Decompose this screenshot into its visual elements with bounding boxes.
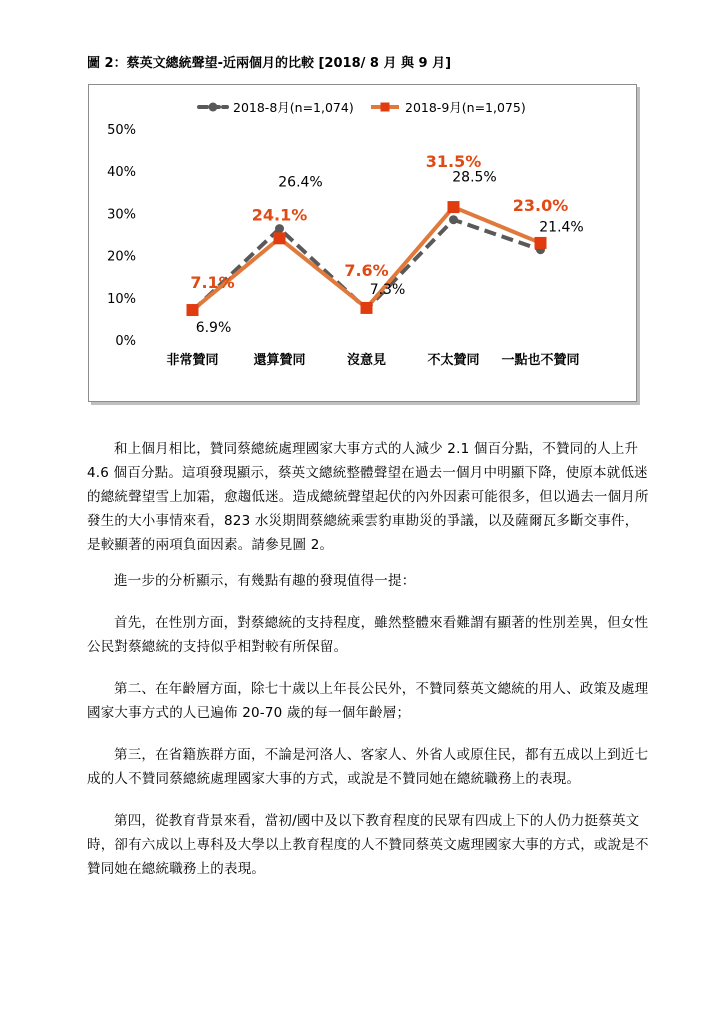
data-label-aug: 28.5% [452, 169, 497, 186]
y-tick-label: 0% [115, 334, 136, 349]
data-label-sep: 7.6% [344, 260, 389, 280]
point-aug [275, 224, 284, 233]
figure-caption: 圖 2：蔡英文總統聲望-近兩個月的比較 [2018/ 8 月 與 9 月] [87, 56, 452, 71]
data-label-sep: 31.5% [425, 152, 482, 172]
point-aug [449, 215, 458, 224]
data-label-sep: 24.1% [251, 205, 308, 225]
data-label-aug: 26.4% [278, 174, 323, 191]
x-tick-label: 沒意見 [346, 353, 387, 368]
paragraph-4: 第二、在年齡層方面，除七十歲以上年長公民外，不贊同蔡英文總統的用人、政策及處理國家大事方式的人已遍佈 20-70 歲的每一個年齡層； [87, 681, 649, 721]
data-label-aug: 21.4% [539, 219, 584, 236]
y-tick-label: 40% [107, 165, 136, 181]
paragraph-1: 和上個月相比，贊同蔡總統處理國家大事方式的人減少 2.1 個百分點，不贊同的人上升 4.6 個百分點。這項發現顯示，蔡英文總統整體聲望在過去一個月中明顯下降，使原本就低迷的總統聲望雪上加霜，愈趨低迷。造成總統聲望起伏的內外因素可能很多，但以過去一個月所發生的大小事情來看，823 水災期間蔡總統乘雲豹車勘災的爭議，以及薩爾瓦多斷交事件，是較顯著的兩項負面因素。請參見圖 2。 [87, 441, 649, 553]
data-label-sep: 23.0% [512, 195, 569, 215]
legend-label: 2018-8月(n=1,074) [233, 100, 354, 115]
y-tick-label: 20% [107, 249, 136, 265]
x-tick-label: 一點也不贊同 [501, 353, 580, 368]
paragraph-3: 首先，在性別方面，對蔡總統的支持程度，雖然整體來看難謂有顯著的性別差異，但女性公民對蔡總統的支持似乎相對較有所保留。 [87, 615, 649, 655]
legend-marker-circle [209, 103, 218, 112]
y-tick-label: 50% [107, 123, 136, 138]
series-line-sep [193, 207, 541, 310]
y-tick-label: 10% [107, 291, 136, 307]
y-tick-label: 30% [107, 207, 136, 223]
article-body [87, 437, 652, 881]
paragraph-5: 第三，在省籍族群方面，不論是河洛人、客家人、外省人或原住民，都有五成以上到近七成的人不贊同蔡總統處理國家大事的方式，或說是不贊同她在總統職務上的表現。 [87, 747, 649, 787]
data-label-aug: 6.9% [195, 319, 232, 336]
paragraph-2: 進一步的分析顯示，有幾點有趣的發現值得一提： [114, 573, 416, 589]
legend-marker-square [381, 103, 390, 112]
chart-frame [88, 84, 637, 402]
data-label-aug: 7.3% [369, 282, 406, 299]
line-chart [89, 85, 636, 401]
point-sep [448, 201, 460, 213]
x-tick-label: 非常贊同 [166, 353, 219, 368]
x-tick-label: 不太贊同 [427, 353, 480, 368]
data-label-sep: 7.1% [190, 273, 235, 293]
legend-label: 2018-9月(n=1,075) [405, 100, 526, 115]
point-sep [361, 302, 373, 314]
paragraph-6: 第四，從教育背景來看，當初/國中及以下教育程度的民眾有四成上下的人仍力挺蔡英文時，卻有六成以上專科及大學以上教育程度的人不贊同蔡英文處理國家大事的方式，或說是不贊同她在總統職務上的表現。 [87, 813, 649, 877]
point-sep [187, 304, 199, 316]
point-sep [274, 232, 286, 244]
point-sep [535, 237, 547, 249]
x-tick-label: 還算贊同 [253, 353, 306, 368]
